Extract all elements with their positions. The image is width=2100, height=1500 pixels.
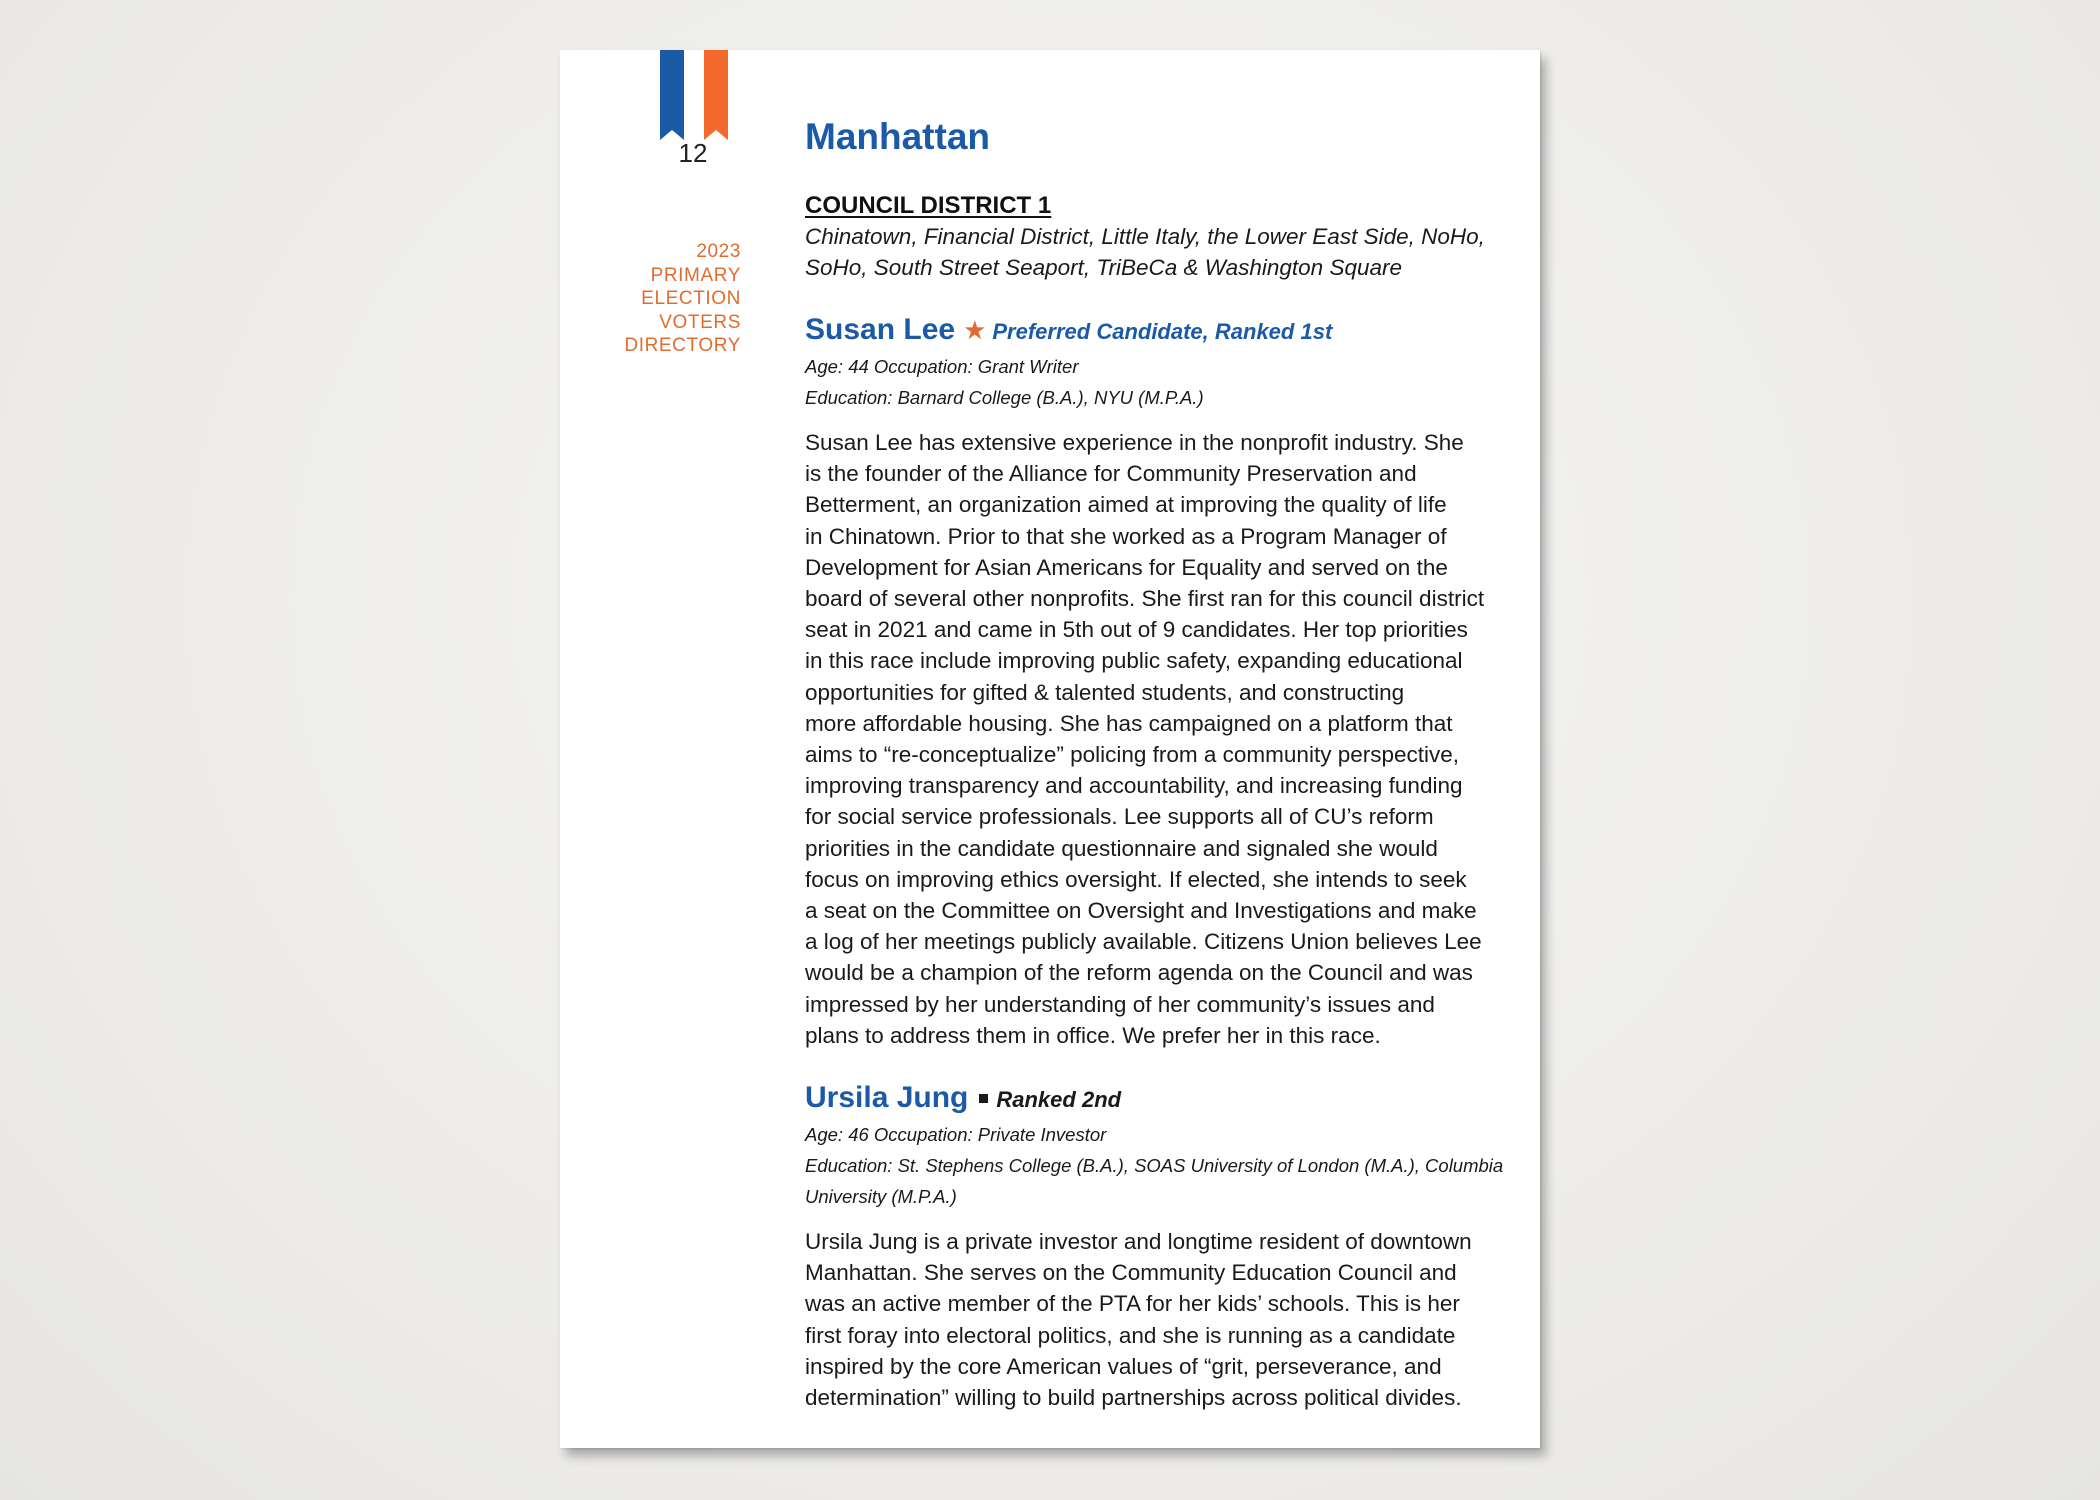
sidebar-line: PRIMARY xyxy=(650,264,741,286)
candidate-header xyxy=(805,311,1520,351)
star-icon: ★ xyxy=(963,315,987,345)
sidebar-directory-label xyxy=(560,240,741,358)
page-content xyxy=(805,113,1520,1441)
district-areas: Chinatown, Financial District, Little Italy, the Lower East Side, NoHo, SoHo, South Street Seaport, TriBeCa & Washington Square xyxy=(805,224,1485,280)
candidate-rank: Ranked 2nd xyxy=(996,1087,1122,1113)
sidebar-line: VOTERS xyxy=(659,311,741,333)
candidate-age-occupation: Age: 44 Occupation: Grant Writer xyxy=(805,356,1079,377)
candidate-card xyxy=(805,311,1520,1051)
page-number: 12 xyxy=(678,138,708,168)
sidebar-line: ELECTION xyxy=(641,288,741,309)
candidate-header xyxy=(805,1079,1520,1119)
sidebar-line: DIRECTORY xyxy=(624,335,741,356)
candidate-name: Susan Lee xyxy=(805,313,956,346)
candidate-bio: Susan Lee has extensive experience in the nonprofit industry. She is the founder of the Alliance for Community Preservation and Betterment, an organization aimed at improving the quality of life in Chinatown. Prior to that she worked as a Program Manager of Development for Asian Americans for Equality and served on the board of several other nonprofits. She first ran for this council district seat in 2021 and came in 5th out of 9 candidates. Her top priorities in this race include improving public safety, expanding educational opportunities for gifted & talented students, and constructing more affordable housing. She has campaigned on a platform that aims to “re-conceptualize” policing from a community perspective, improving transparency and accountability, and increasing funding for social service professionals. Lee supports all of CU’s reform priorities in the candidate questionnaire and signaled she would focus on improving ethics oversight. If elected, she intends to seek a seat on the Committee on Oversight and Investigations and make a log of her meetings publicly available. Citizens Union believes Lee would be a champion of the reform agenda on the Council and was impressed by her understanding of her community’s issues and plans to address them in office. We prefer her in this race. xyxy=(805,430,1485,1048)
borough-title: Manhattan xyxy=(805,116,990,157)
candidate-rank: Preferred Candidate, Ranked 1st xyxy=(992,319,1333,344)
candidate-education: Education: St. Stephens College (B.A.), SOAS University of London (M.A.), Columbia University (M.P.A.) xyxy=(805,1155,1504,1208)
candidate-education: Education: Barnard College (B.A.), NYU (M.P.A.) xyxy=(805,387,1204,408)
ribbon-bookmark-icon xyxy=(660,50,728,140)
square-bullet-icon xyxy=(979,1094,988,1103)
candidate-bio: Ursila Jung is a private investor and longtime resident of downtown Manhattan. She serves on the Community Education Council and was an active member of the PTA for her kids’ schools. This is her first foray into electoral politics, and she is running as a candidate inspired by the core American values of “grit, perseverance, and determination” willing to build partnerships across political divides. xyxy=(805,1229,1472,1411)
district-title: COUNCIL DISTRICT 1 xyxy=(805,192,1052,219)
directory-page xyxy=(560,50,1540,1448)
sidebar-line: 2023 xyxy=(696,241,741,262)
candidate-name: Ursila Jung xyxy=(805,1081,969,1115)
candidate-card xyxy=(805,1079,1520,1413)
candidate-age-occupation: Age: 46 Occupation: Private Investor xyxy=(805,1124,1107,1146)
